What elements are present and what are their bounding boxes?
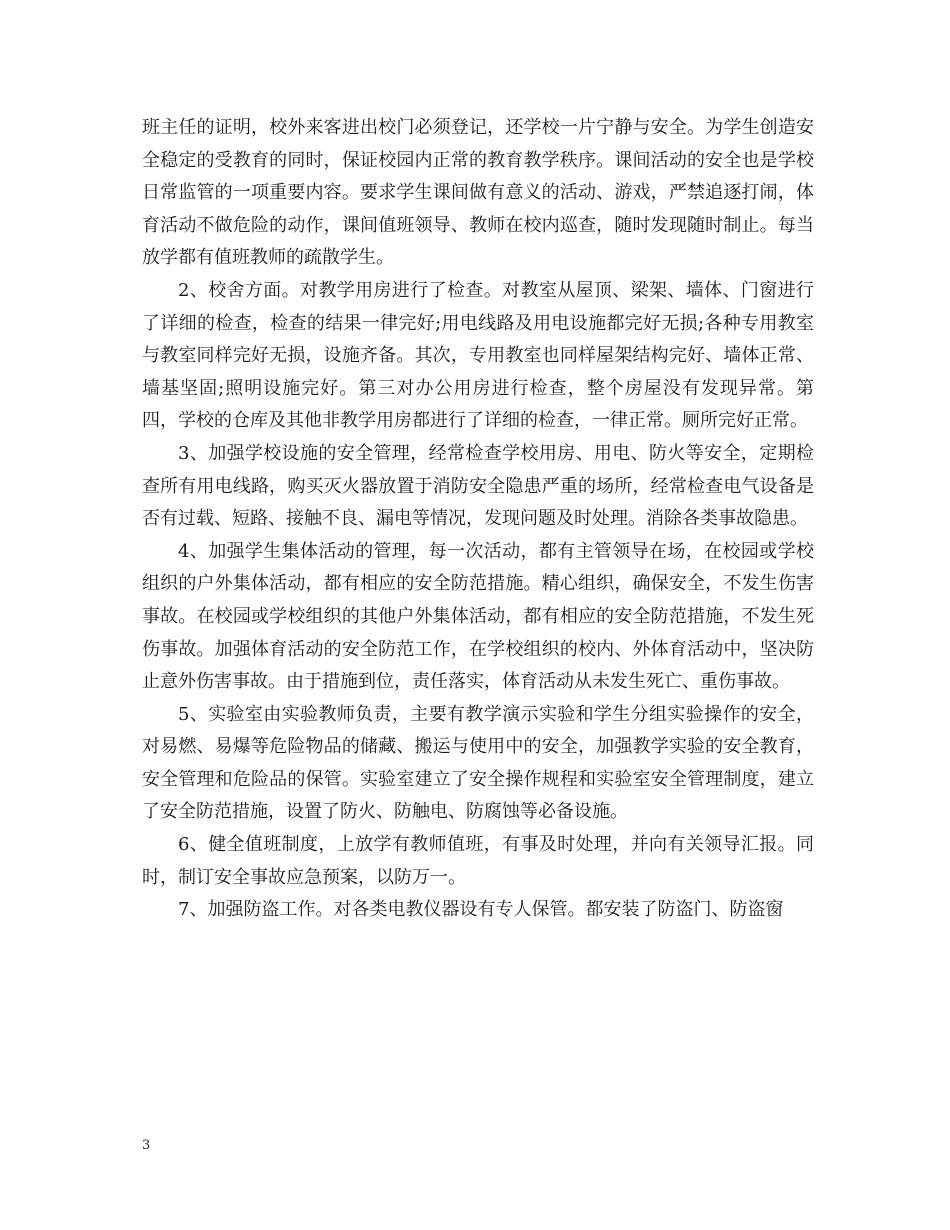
page-number: 3 [142,1138,151,1153]
paragraph-item-4: 4、加强学生集体活动的管理，每一次活动，都有主管领导在场，在校园或学校组织的户外集体活动，都有相应的安全防范措施。精心组织，确保安全，不发生伤害事故。在校园或学校组织的其他户外集体活动，都有相应的安全防范措施，不发生死伤事故。加强体育活动的安全防范工作，在学校组织的校内、外体育活动中，坚决防止意外伤害事故。由于措施到位，责任落实，体育活动从未发生死亡、重伤事故。 [142,540,814,693]
paragraph-item-2: 2、校舍方面。对教学用房进行了检查。对教室从屋顶、梁架、墙体、门窗进行了详细的检查，检查的结果一律完好;用电线路及用电设施都完好无损;各种专用教室与教室同样完好无损，设施齐备。其次，专用教室也同样屋架结构完好、墙体正常、墙基坚固;照明设施完好。第三对办公用房进行检查，整个房屋没有发现异常。第四，学校的仓库及其他非教学用房都进行了详细的检查，一律正常。厕所完好正常。 [142,279,814,432]
paragraph-item-5: 5、实验室由实验教师负责，主要有教学演示实验和学生分组实验操作的安全，对易燃、易爆等危险物品的储藏、搬运与使用中的安全，加强教学实验的安全教育，安全管理和危险品的保管。实验室建立了安全操作规程和实验室安全管理制度，建立了安全防范措施，设置了防火、防触电、防腐蚀等必备设施。 [142,703,814,823]
paragraph-item-7: 7、加强防盗工作。对各类电教仪器设有专人保管。都安装了防盗门、防盗窗 [178,899,784,921]
paragraph-continuation: 班主任的证明，校外来客进出校门必须登记，还学校一片宁静与安全。为学生创造安全稳定的受教育的同时，保证校园内正常的教育教学秩序。课间活动的安全也是学校日常监管的一项重要内容。要求学生课间做有意义的活动、游戏，严禁追逐打闹，体育活动不做危险的动作，课间值班领导、教师在校内巡查，随时发现随时制止。每当放学都有值班教师的疏散学生。 [142,117,814,269]
paragraph-item-6: 6、健全值班制度，上放学有教师值班，有事及时处理，并向有关领导汇报。同时，制订安全事故应急预案，以防万一。 [142,834,814,888]
document-body [142,112,814,927]
paragraph-item-3: 3、加强学校设施的安全管理，经常检查学校用房、用电、防火等安全，定期检查所有用电线路，购买灭火器放置于消防安全隐患严重的场所，经常检查电气设备是否有过载、短路、接触不良、漏电等情况，发现问题及时处理。消除各类事故隐患。 [142,442,814,530]
